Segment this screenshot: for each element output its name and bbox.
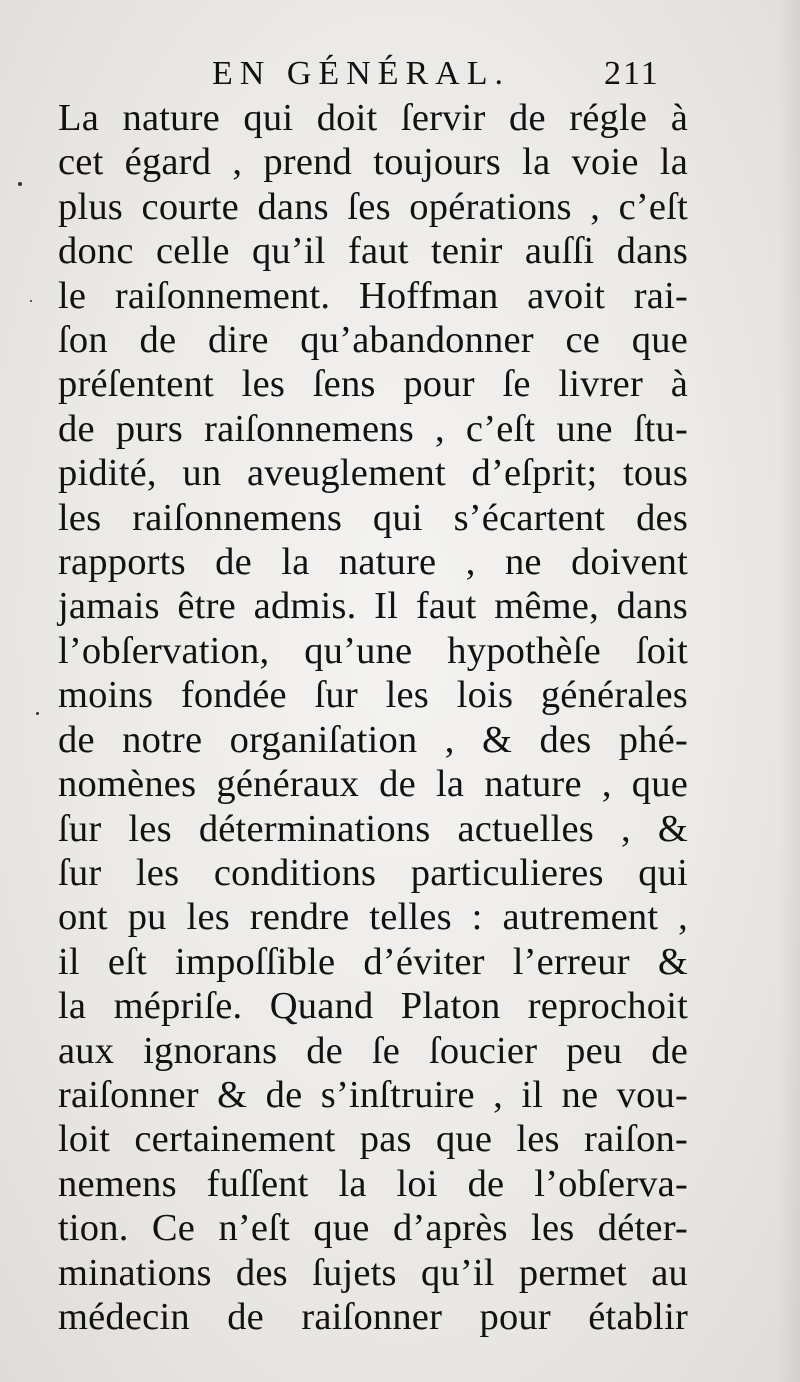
text-line: de notre organiſation , & des phé-: [58, 718, 688, 761]
text-line: jamais être admis. Il faut même, dans: [58, 585, 688, 628]
text-line: les raiſonnemens qui s’écartent des: [58, 496, 688, 539]
text-line: loit certainement pas que les raiſon-: [58, 1118, 688, 1161]
text-line: l’obſervation, qu’une hypothèſe ſoit: [58, 629, 688, 672]
text-line: minations des ſujets qu’il permet au: [58, 1251, 688, 1294]
text-line: aux ignorans de ſe ſoucier peu de: [58, 1029, 688, 1072]
body-text: [58, 96, 688, 1339]
text-line: médecin de raiſonner pour établir: [58, 1295, 688, 1338]
text-line: moins fondée ſur les lois générales: [58, 674, 688, 717]
text-line: nemens fuſſent la loi de l’obſerva-: [58, 1162, 688, 1205]
page-edge-shadow: [778, 0, 800, 1382]
text-line: préſentent les ſens pour ſe livrer à: [58, 363, 688, 406]
text-line: cet égard , prend toujours la voie la: [58, 141, 688, 184]
running-head-title: EN GÉNÉRAL.: [212, 55, 510, 92]
text-line: La nature qui doit ſervir de régle à: [58, 97, 688, 139]
page-number: 211: [604, 55, 660, 92]
text-line: tion. Ce n’eſt que d’après les déter-: [58, 1207, 688, 1250]
paper-speck: [36, 712, 39, 715]
text-line: ſur les déterminations actuelles , &: [58, 807, 688, 850]
text-line: de purs raiſonnemens , c’eſt une ſtu-: [58, 407, 688, 450]
text-line: ſur les conditions particulieres qui: [58, 851, 688, 894]
text-line: raiſonner & de s’inſtruire , il ne vou-: [58, 1073, 688, 1116]
text-line: il eſt impoſſible d’éviter l’erreur &: [58, 940, 688, 983]
text-line: pidité, un aveuglement d’eſprit; tous: [58, 452, 688, 495]
text-line: nomènes généraux de la nature , que: [58, 763, 688, 806]
text-line: donc celle qu’il faut tenir auſſi dans: [58, 230, 688, 273]
paper-speck: [18, 182, 22, 186]
text-line: rapports de la nature , ne doivent: [58, 541, 688, 584]
paper-speck: [30, 300, 32, 302]
text-line: ſon de dire qu’abandonner ce que: [58, 319, 688, 362]
text-line: le raiſonnement. Hoffman avoit rai-: [58, 274, 688, 317]
text-line: la mépriſe. Quand Platon reprochoit: [58, 985, 688, 1028]
running-head: [0, 52, 800, 96]
text-line: ont pu les rendre telles : autrement ,: [58, 896, 688, 939]
text-line: plus courte dans ſes opérations , c’eſt: [58, 185, 688, 228]
